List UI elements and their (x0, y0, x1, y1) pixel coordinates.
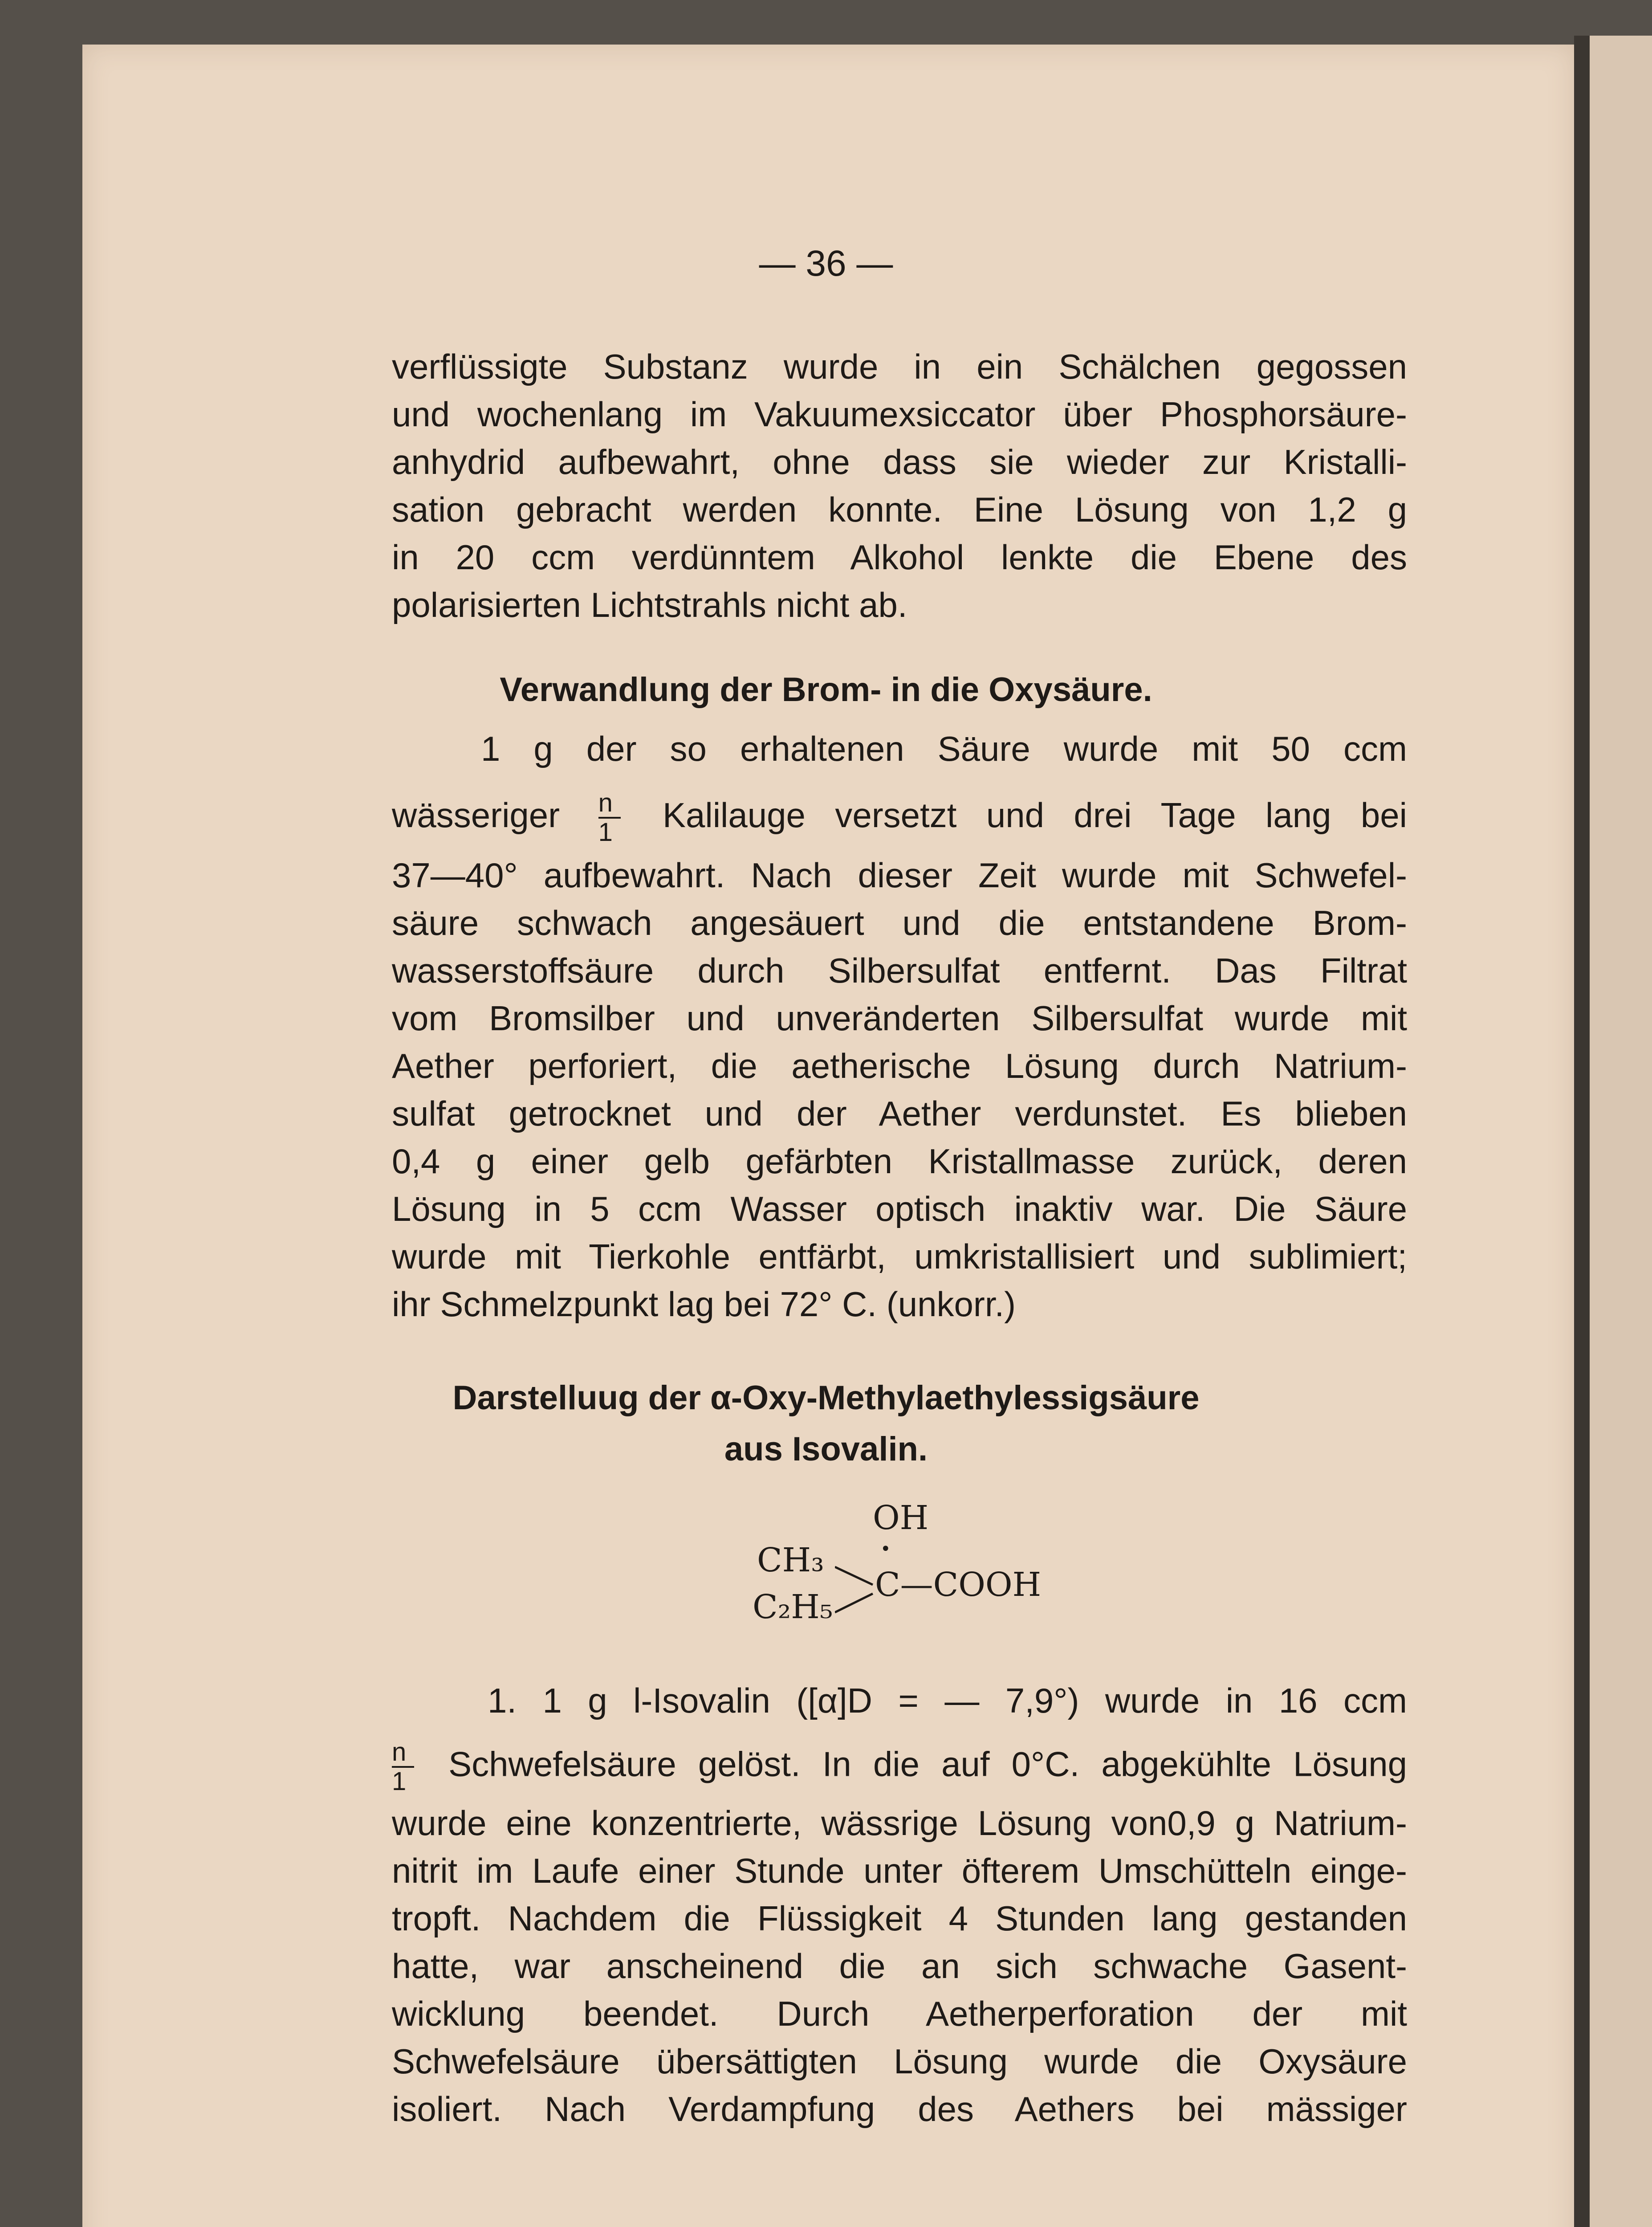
section-heading-2: Darstelluug der α-Oxy-Methylaethylessigsäure (452, 1379, 1200, 1417)
text-line: sation gebracht werden konnte. Eine Lösung von 1,2 g (392, 490, 1407, 529)
text-fragment: Kalilauge versetzt und drei Tage lang bei (662, 795, 1407, 835)
formula-ch3: CH₃ (757, 1541, 824, 1579)
text-line: und wochenlang im Vakuumexsiccator über Phosphorsäure- (392, 395, 1407, 434)
text-line: verflüssigte Substanz wurde in ein Schälchen gegossen (392, 347, 1407, 386)
text-line: isoliert. Nach Verdampfung des Aethers bei mässiger (392, 2089, 1407, 2129)
text-line: Lösung in 5 ccm Wasser optisch inaktiv war. Die Säure (392, 1189, 1407, 1228)
paragraph-2 (392, 725, 1407, 773)
text-line: wurde eine konzentrierte, wässrige Lösung von0,9 g Natrium- (392, 1803, 1407, 1843)
text-line: in 20 ccm verdünntem Alkohol lenkte die Ebene des (392, 538, 1407, 577)
text-line (392, 788, 1407, 855)
paragraph-1 (392, 343, 1407, 629)
section-heading-2-line-2: aus Isovalin. (724, 1430, 928, 1468)
text-line: 1. 1 g l-Isovalin ([α]D = — 7,9°) wurde in 16 ccm (488, 1681, 1407, 1720)
formula-cooh: C—COOH (875, 1566, 1042, 1604)
normality-fraction-2 (392, 1739, 414, 1795)
section-heading-1: Verwandlung der Brom- in die Oxysäure. (500, 671, 1152, 709)
formula-bond-dot: • (880, 1539, 891, 1559)
text-line: Aether perforiert, die aetherische Lösung durch Natrium- (392, 1046, 1407, 1085)
text-line: wurde mit Tierkohle entfärbt, umkristallisiert und sublimiert; (392, 1237, 1407, 1276)
paragraph-3 (392, 1677, 1407, 1725)
normality-fraction (598, 790, 621, 845)
fraction-numerator: n (392, 1738, 407, 1766)
text-fragment: Schwefelsäure gelöst. In die auf 0°C. abgekühlte Lösung (448, 1744, 1407, 1784)
page-gutter (1574, 36, 1590, 2227)
text-fragment: wässeriger (392, 795, 560, 835)
text-line (392, 1739, 1407, 1806)
text-line: anhydrid aufbewahrt, ohne dass sie wieder zur Kristalli- (392, 442, 1407, 481)
formula-oh: OH (873, 1499, 929, 1537)
adjacent-page-edge (1590, 36, 1652, 2227)
text-line: polarisierten Lichtstrahls nicht ab. (392, 585, 907, 624)
formula-bond-lines (835, 1563, 884, 1617)
text-line: 1 g der so erhaltenen Säure wurde mit 50 ccm (481, 729, 1407, 768)
text-line: sulfat getrocknet und der Aether verdunstet. Es blieben (392, 1094, 1407, 1133)
paragraph-2-body (392, 852, 1407, 1328)
fraction-numerator: n (598, 788, 613, 818)
text-line: säure schwach angesäuert und die entstandene Brom- (392, 903, 1407, 942)
paragraph-3-body (392, 1799, 1407, 2133)
text-line: wasserstoffsäure durch Silbersulfat entfernt. Das Filtrat (392, 951, 1407, 990)
text-line: vom Bromsilber und unveränderten Silbersulfat wurde mit (392, 999, 1407, 1038)
text-line: hatte, war anscheinend die an sich schwache Gasent- (392, 1946, 1407, 1986)
paragraph-2-fraction-line (392, 788, 1407, 855)
text-line: nitrit im Laufe einer Stunde unter öfterem Umschütteln einge- (392, 1851, 1407, 1890)
text-line: tropft. Nachdem die Flüssigkeit 4 Stunden lang gestanden (392, 1899, 1407, 1938)
text-line: 0,4 g einer gelb gefärbten Kristallmasse zurück, deren (392, 1142, 1407, 1181)
bond-line-lower (835, 1594, 873, 1612)
text-line: Schwefelsäure übersättigten Lösung wurde die Oxysäure (392, 2042, 1407, 2081)
text-line: 37—40° aufbewahrt. Nach dieser Zeit wurde mit Schwefel- (392, 856, 1407, 895)
page-number: — 36 — (759, 243, 893, 284)
fraction-denominator: 1 (598, 818, 613, 847)
text-line: ihr Schmelzpunkt lag bei 72° C. (unkorr.) (392, 1285, 1016, 1324)
fraction-denominator: 1 (392, 1767, 407, 1796)
bond-line-upper (835, 1567, 873, 1585)
formula-c2h5: C₂H₅ (753, 1588, 833, 1626)
paragraph-3-fraction-line (392, 1739, 1407, 1806)
text-line: wicklung beendet. Durch Aetherperforation der mit (392, 1994, 1407, 2033)
